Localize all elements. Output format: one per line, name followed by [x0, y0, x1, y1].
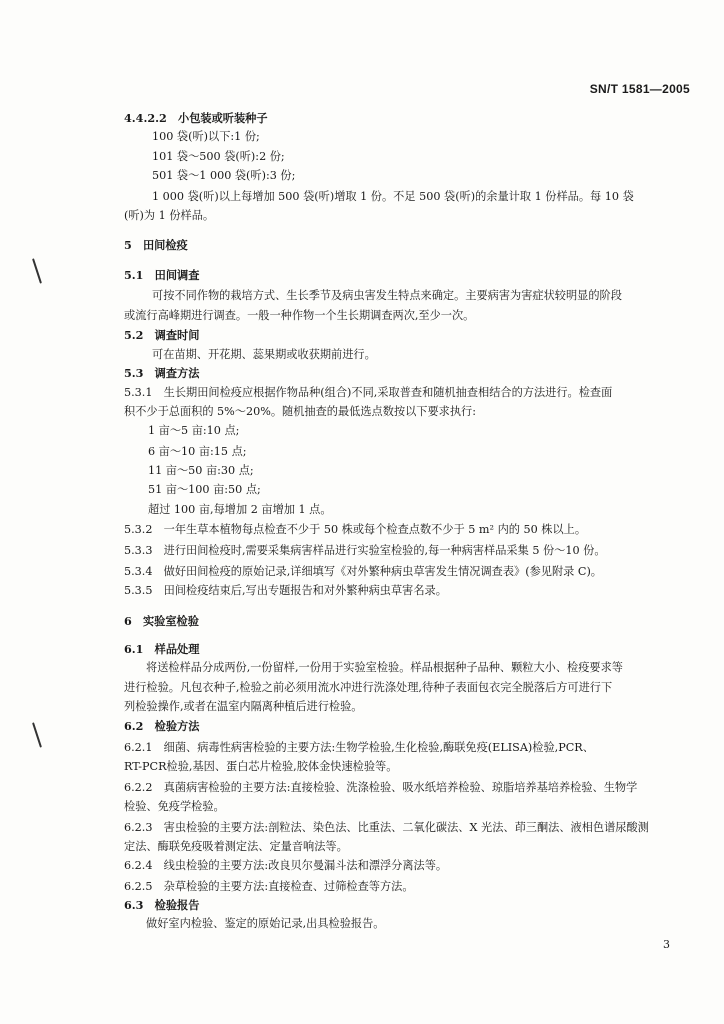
list-item: 1 亩～5 亩:10 点; — [148, 424, 240, 437]
list-item: 6 亩～10 亩:15 点; — [148, 445, 247, 458]
list-item: 11 亩～50 亩:30 点; — [148, 464, 254, 477]
body-text: 5.3.2 一年生草本植物每点检查不少于 50 株或每个检查点数不少于 5 m² 内的 50 株以上。 — [124, 523, 587, 536]
section-heading: 6.1 样品处理 — [124, 642, 200, 656]
body-text: 5.3.3 进行田间检疫时,需要采集病害样品进行实验室检验的,每一种病害样品采集 5 份～10 份。 — [124, 544, 606, 557]
body-text: RT-PCR检验,基因、蛋白芯片检验,胶体金快速检验等。 — [124, 760, 398, 773]
body-text: 列检验操作,或者在温室内隔离种植后进行检验。 — [124, 700, 363, 713]
body-text: 5.3.4 做好田间检疫的原始记录,详细填写《对外繁种病虫草害发生情况调查表》(参见附录 C)。 — [124, 565, 602, 578]
body-text: 101 袋～500 袋(听):2 份; — [152, 150, 285, 163]
section-heading: 5.1 田间调查 — [124, 268, 200, 282]
section-heading: 5 田间检疫 — [124, 238, 188, 252]
body-text: 6.2.4 线虫检验的主要方法:改良贝尔曼漏斗法和漂浮分离法等。 — [124, 859, 448, 872]
body-text: 100 袋(听)以下:1 份; — [152, 130, 260, 143]
body-text: 定法、酶联免疫吸着测定法、定量音响法等。 — [124, 840, 348, 853]
body-text: 6.2.3 害虫检验的主要方法:剖粒法、染色法、比重法、二氧化碳法、X 光法、茚三酮法、液相色谱尿酸测 — [124, 821, 649, 834]
list-item: 超过 100 亩,每增加 2 亩增加 1 点。 — [148, 503, 332, 516]
body-text: 检验、免疫学检验。 — [124, 800, 225, 813]
section-heading: 4.4.2.2 小包装或听装种子 — [124, 111, 268, 125]
standard-code: SN/T 1581—2005 — [589, 82, 690, 96]
body-text: 可按不同作物的栽培方式、生长季节及病虫害发生特点来确定。主要病害为害症状较明显的阶段 — [152, 289, 622, 302]
body-text: 6.2.1 细菌、病毒性病害检验的主要方法:生物学检验,生化检验,酶联免疫(ELISA)检验,PCR、 — [124, 741, 594, 754]
body-text: 6.2.5 杂草检验的主要方法:直接检查、过筛检查等方法。 — [124, 880, 414, 893]
body-text: 5.3.1 生长期田间检疫应根据作物品种(组合)不同,采取普查和随机抽查相结合的方法进行。检查面 — [124, 386, 613, 399]
section-heading: 6.3 检验报告 — [124, 898, 200, 912]
list-item: 51 亩～100 亩:50 点; — [148, 483, 261, 496]
page-number: 3 — [663, 938, 670, 951]
body-text: 进行检验。凡包衣种子,检验之前必须用流水冲进行洗涤处理,待种子表面包衣完全脱落后方可进行下 — [124, 681, 613, 694]
section-heading: 5.2 调查时间 — [124, 328, 200, 342]
scan-margin-mark — [32, 258, 42, 283]
section-heading: 5.3 调查方法 — [124, 366, 200, 380]
body-text: 或流行高峰期进行调查。一般一种作物一个生长期调查两次,至少一次。 — [124, 309, 475, 322]
body-text: 积不少于总面积的 5%～20%。随机抽查的最低选点数按以下要求执行: — [124, 405, 477, 418]
scan-margin-mark — [32, 722, 42, 747]
body-text: (听)为 1 份样品。 — [124, 209, 215, 222]
body-text: 1 000 袋(听)以上每增加 500 袋(听)增取 1 份。不足 500 袋(听)的余量计取 1 份样品。每 10 袋 — [152, 190, 634, 203]
body-text: 将送检样品分成两份,一份留样,一份用于实验室检验。样品根据种子品种、颗粒大小、检疫要求等 — [146, 661, 623, 674]
body-text: 501 袋～1 000 袋(听):3 份; — [152, 169, 296, 182]
body-text: 可在苗期、开花期、蕊果期或收获期前进行。 — [152, 348, 376, 361]
section-heading: 6 实验室检验 — [124, 614, 199, 628]
body-text: 5.3.5 田间检疫结束后,写出专题报告和对外繁种病虫草害名录。 — [124, 584, 447, 597]
body-text: 做好室内检验、鉴定的原始记录,出具检验报告。 — [146, 917, 385, 930]
body-text: 6.2.2 真菌病害检验的主要方法:直接检验、洗涤检验、吸水纸培养检验、琼脂培养基培养检验、生物学 — [124, 781, 638, 794]
section-heading: 6.2 检验方法 — [124, 719, 200, 733]
